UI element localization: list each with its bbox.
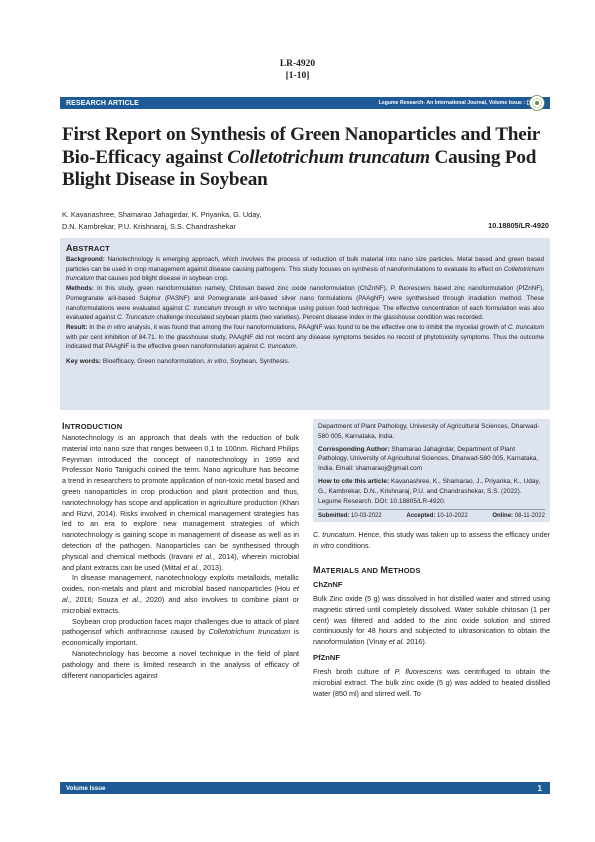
introduction-heading: INTRODUCTION	[62, 421, 123, 431]
abstract-heading: ABSTRACT	[66, 243, 110, 253]
accepted-date: Accepted: 10-10-2022	[406, 513, 468, 520]
article-info-box	[313, 419, 550, 522]
intro-paragraph-2: In disease management, nanotechnology exploits metalloids, metallic oxides, non-metals and plant and microbial based nanoparticles (Hou et al., 2016; Souza et al., 2020) and also involves to combine plant or microbial extracts.	[62, 573, 299, 615]
header-bar	[60, 97, 550, 109]
online-date: Online: 08-11-2022	[492, 513, 545, 520]
article-code-block	[0, 58, 595, 82]
footer-volume-issue: Volume Issue	[66, 784, 106, 792]
subheading-chznnf: ChZnNF	[313, 579, 343, 589]
article-title	[62, 124, 552, 192]
right-column	[313, 419, 550, 699]
intro-paragraph-1: Nanotechnology is an approach that deals with the reduction of bulk material into nano size that ranges between 0.1 to 100nm. Richard Philips Feynman introduced the concept of nanotechnology in 1959 and Professor Norio Taniguchi coined the term. Nano agriculture has become a trend in researchers to promote application of non-toxic metal based and green nanoparticles in crop production and plant protection and thus, nanotechnology has scope and application in agriculture production (Khan and Rizvi, 2014). Risks involved in chemical management strategies has led to an era to explore new management strategies of which nanotechnology is gaining scope in management of disease as well as in detection of the pathogen. Nanoparticles can be synthesised through physical and chemical methods (Iravani et al., 2014), wherein microbial and plant extracts can be used (Mittal et al., 2013).	[62, 433, 300, 572]
article-dates	[318, 509, 545, 519]
section-label: RESEARCH ARTICLE	[66, 99, 139, 107]
page-number: 1	[537, 783, 542, 793]
authors-line1: K. Kavanashree, Shamarao Jahagirdar, K. Priyanka, G. Uday,	[62, 210, 262, 219]
abstract-background: Background: Nanotechnology is emerging approach, which involves the process of reduction of bulk material into nano size particles. Metal based and green based particles can be used in crop management against disease causing pathogens. This study focuses on synthesis of nanoformulations to evaluate its effect on Colletotrichum truncatum that causes pod blight disease in soybean crop.	[66, 256, 544, 283]
intro-paragraph-4: Nanotechnology has become a novel technique in the field of plant pathology and there is limited research in the analysis of efficacy of different nanoparticles against	[62, 648, 299, 680]
intro-paragraph-3: Soybean crop production faces major challenges due to attack of plant pathogensof which anthracnose caused by Colletotrichum truncatum is economically important.	[62, 616, 299, 648]
footer-bar	[60, 782, 550, 794]
page-range: [1-10]	[285, 71, 310, 81]
submitted-date: Submitted: 10-03-2022	[318, 513, 382, 520]
subheading-pfznnf: PfZnNF	[313, 652, 340, 662]
author-list	[62, 209, 502, 233]
abstract-methods: Methods: In this study, green nanoformulation namely, Chitosan based zinc oxide nanoformulation (ChZnNF), P. fluorescens based zinc nanoformulation (PfZnNF), Pomegranate aril-based Sulphur (PASNF) and Pomegranate aril-based silver nano formulations (PAAgNF) were synthesised through irradiation method. These nanoformulations were evaluated against C. truncatum through in vitro technique using poison food technique. The effective concentration of each formulation was also evaluated against C. Truncatum challenge inoculated soybean plants (two varieties). Percent disease index in the glasshouse condition was recorded.	[66, 285, 545, 322]
title-part1: First Report on Synthesis of Green Nanoparticles and Their Bio-Efficacy against	[62, 124, 540, 168]
corresponding-author: Corresponding Author: Shamarao Jahagirdar, Department of Plant Pathology, University of Agricultural Sciences, Dharwad-580 005, Karnataka, India. Email: shamaraoj@gmail.com	[318, 445, 539, 473]
title-part2: Causing Pod Blight Disease in Soybean	[62, 146, 537, 190]
journal-name: Legume Research- An International Journal, Volume Issue : ()	[378, 100, 530, 106]
journal-logo-icon	[527, 94, 547, 112]
citation: How to cite this article: Kavanashree, K., Shamarao, J., Priyanka, K., Uday, G., Kambrekar, D.N., Krishnaraj, P.U. and Chandrashekar, S.S. (2022). Legume Research. DOI: 10.18805/LR-4920.	[318, 477, 541, 505]
article-doi-id: 10.18805/LR-4920	[488, 221, 549, 230]
article-code: LR-4920	[279, 59, 316, 69]
abstract-result: Result: In the in vitro analysis, it was found that among the four nanoformulations, PAAgNF was found to be the effective one to inhibit the mycelial growth of C. truncatum with per cent inhibition of 84.71. In the glasshouse study, PAAgNF did not record any disease symptoms besides no record of phytotoxicity symptoms. Thus the outcome indicated that PAAgNF is the effective green nanoformulation against C. truncatum.	[66, 323, 544, 351]
affiliation: Department of Plant Pathology, University of Agricultural Sciences, Dharwad-580 005, Karnataka, India.	[318, 423, 540, 440]
materials-methods-heading: MATERIALS AND METHODS	[313, 564, 421, 575]
title-italic: Colletotrichum truncatum	[227, 146, 430, 168]
methods-paragraph-1: Bulk Zinc oxide (5 g) was dissolved in hot distilled water and stirred using magnetic stirred until completely dissolved. Water soluble chitosan (1 per cent) was filtered and added to the zinc oxide solution and stirred continuously for 48 hours and subjected to ultrasonication to obtain the nanoformulation (Vinay et al. 2016).	[313, 593, 550, 647]
authors-line2: D.N. Kambrekar, P.U. Krishnaraj, S.S. Chandrashekar	[62, 222, 236, 231]
intro-continuation: C. truncatum. Hence, this study was taken up to assess the efficacy under in vitro conditions.	[313, 530, 550, 551]
methods-paragraph-2: Fresh broth culture of P. fluorescens was centrifuged to obtain the microbial extract. The bulk zinc oxide (5 g) was added to heated distilled water (850 ml) and stirred well. To	[313, 666, 550, 698]
left-column	[62, 420, 299, 681]
abstract-box	[60, 238, 550, 410]
abstract-keywords: Key words: Bioefficacy, Green nanoformulation, in vitro, Soybean, Synthesis.	[66, 358, 290, 366]
